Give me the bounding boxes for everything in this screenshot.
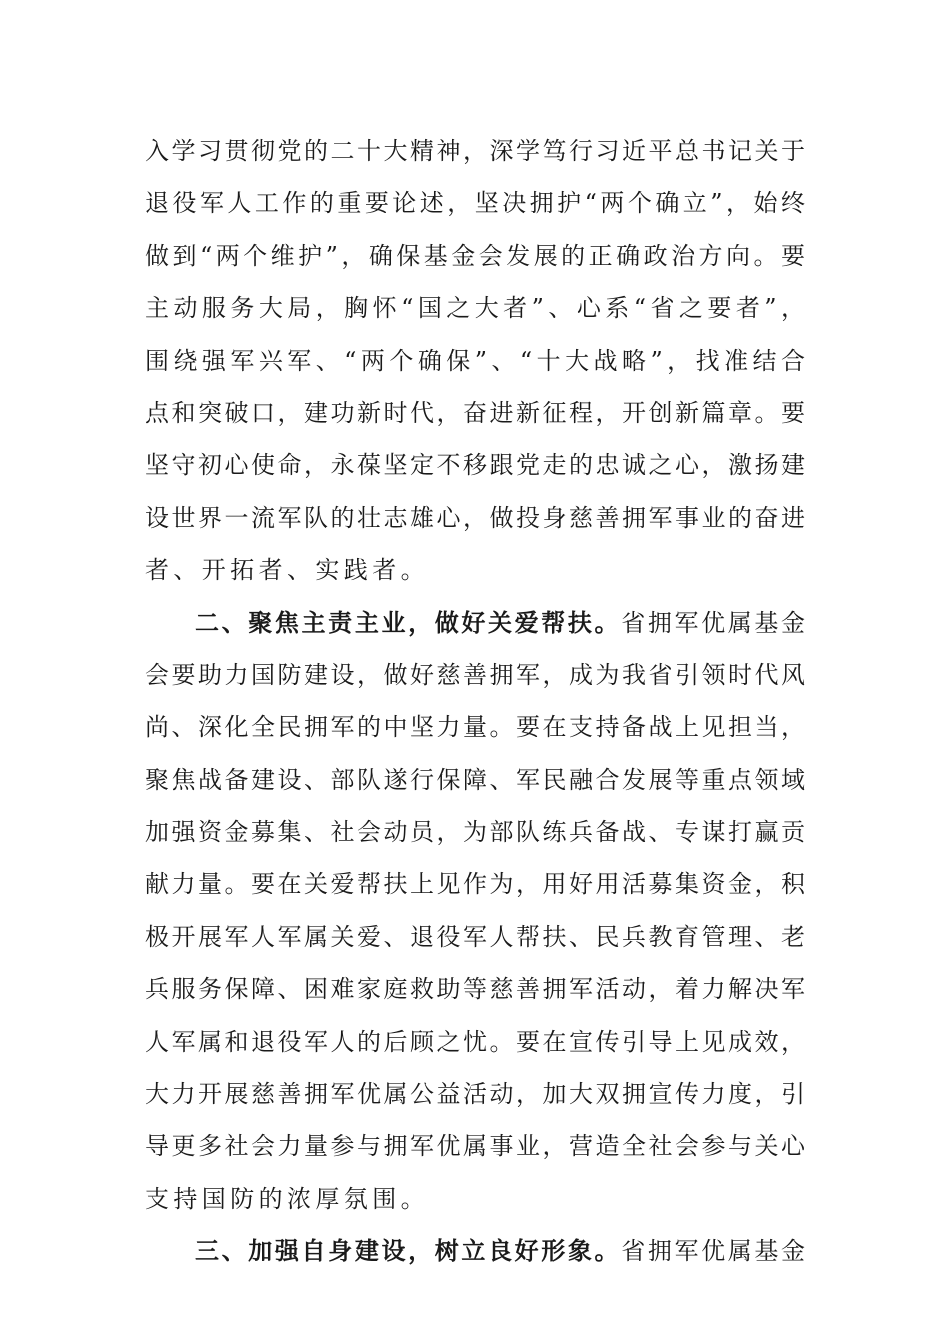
section-heading: 二、聚焦主责主业，做好关爱帮扶。 (195, 607, 622, 637)
text-line: 兵服务保障、困难家庭救助等慈善拥军活动，着力解决军 (145, 975, 805, 1004)
text-line: 尚、深化全民拥军的中坚力量。要在支持备战上见担当， (145, 713, 805, 742)
text-line: 点和突破口，建功新时代，奋进新征程，开创新篇章。要 (145, 398, 805, 427)
section-heading-line (145, 1225, 805, 1277)
text-line: 极开展军人军属关爱、退役军人帮扶、民兵教育管理、老 (145, 922, 805, 951)
text-line: 支持国防的浓厚氛围。 (145, 1184, 429, 1213)
text-line: 导更多社会力量参与拥军优属事业，营造全社会参与关心 (145, 1132, 805, 1161)
text-line: 献力量。要在关爱帮扶上见作为，用好用活募集资金，积 (145, 870, 805, 899)
text-line: 加强资金募集、社会动员，为部队练兵备战、专谋打赢贡 (145, 818, 805, 847)
section-heading: 三、加强自身建设，树立良好形象。 (195, 1236, 622, 1266)
text-line: 退役军人工作的重要论述，坚决拥护“两个确立”，始终 (145, 189, 805, 218)
text-line: 设世界一流军队的壮志雄心，做投身慈善拥军事业的奋进 (145, 503, 805, 532)
text-line: 做到“两个维护”，确保基金会发展的正确政治方向。要 (145, 241, 805, 270)
text-line: 人军属和退役军人的后顾之忧。要在宣传引导上见成效， (145, 1027, 805, 1056)
text-line: 围绕强军兴军、“两个确保”、“十大战略”，找准结合 (145, 346, 805, 375)
text-line: 坚守初心使命，永葆坚定不移跟党走的忠诚之心，激扬建 (145, 451, 805, 480)
paragraph-continuation (145, 125, 805, 597)
text-line: 会要助力国防建设，做好慈善拥军，成为我省引领时代风 (145, 660, 805, 689)
text-line: 主动服务大局，胸怀“国之大者”、心系“省之要者”， (145, 294, 805, 323)
text-line: 大力开展慈善拥军优属公益活动，加大双拥宣传力度，引 (145, 1080, 805, 1109)
text-line: 入学习贯彻党的二十大精神，深学笃行习近平总书记关于 (145, 137, 805, 165)
heading-line-rest: 省拥军优属基金 (621, 608, 806, 637)
paragraph-section-three (145, 1225, 805, 1277)
heading-line-rest: 省拥军优属基金 (621, 1237, 806, 1266)
document-body (145, 125, 805, 1278)
paragraph-section-two (145, 597, 805, 1226)
text-line: 聚焦战备建设、部队遂行保障、军民融合发展等重点领域 (145, 765, 805, 794)
section-heading-line (145, 597, 805, 649)
text-line: 者、开拓者、实践者。 (145, 556, 429, 585)
